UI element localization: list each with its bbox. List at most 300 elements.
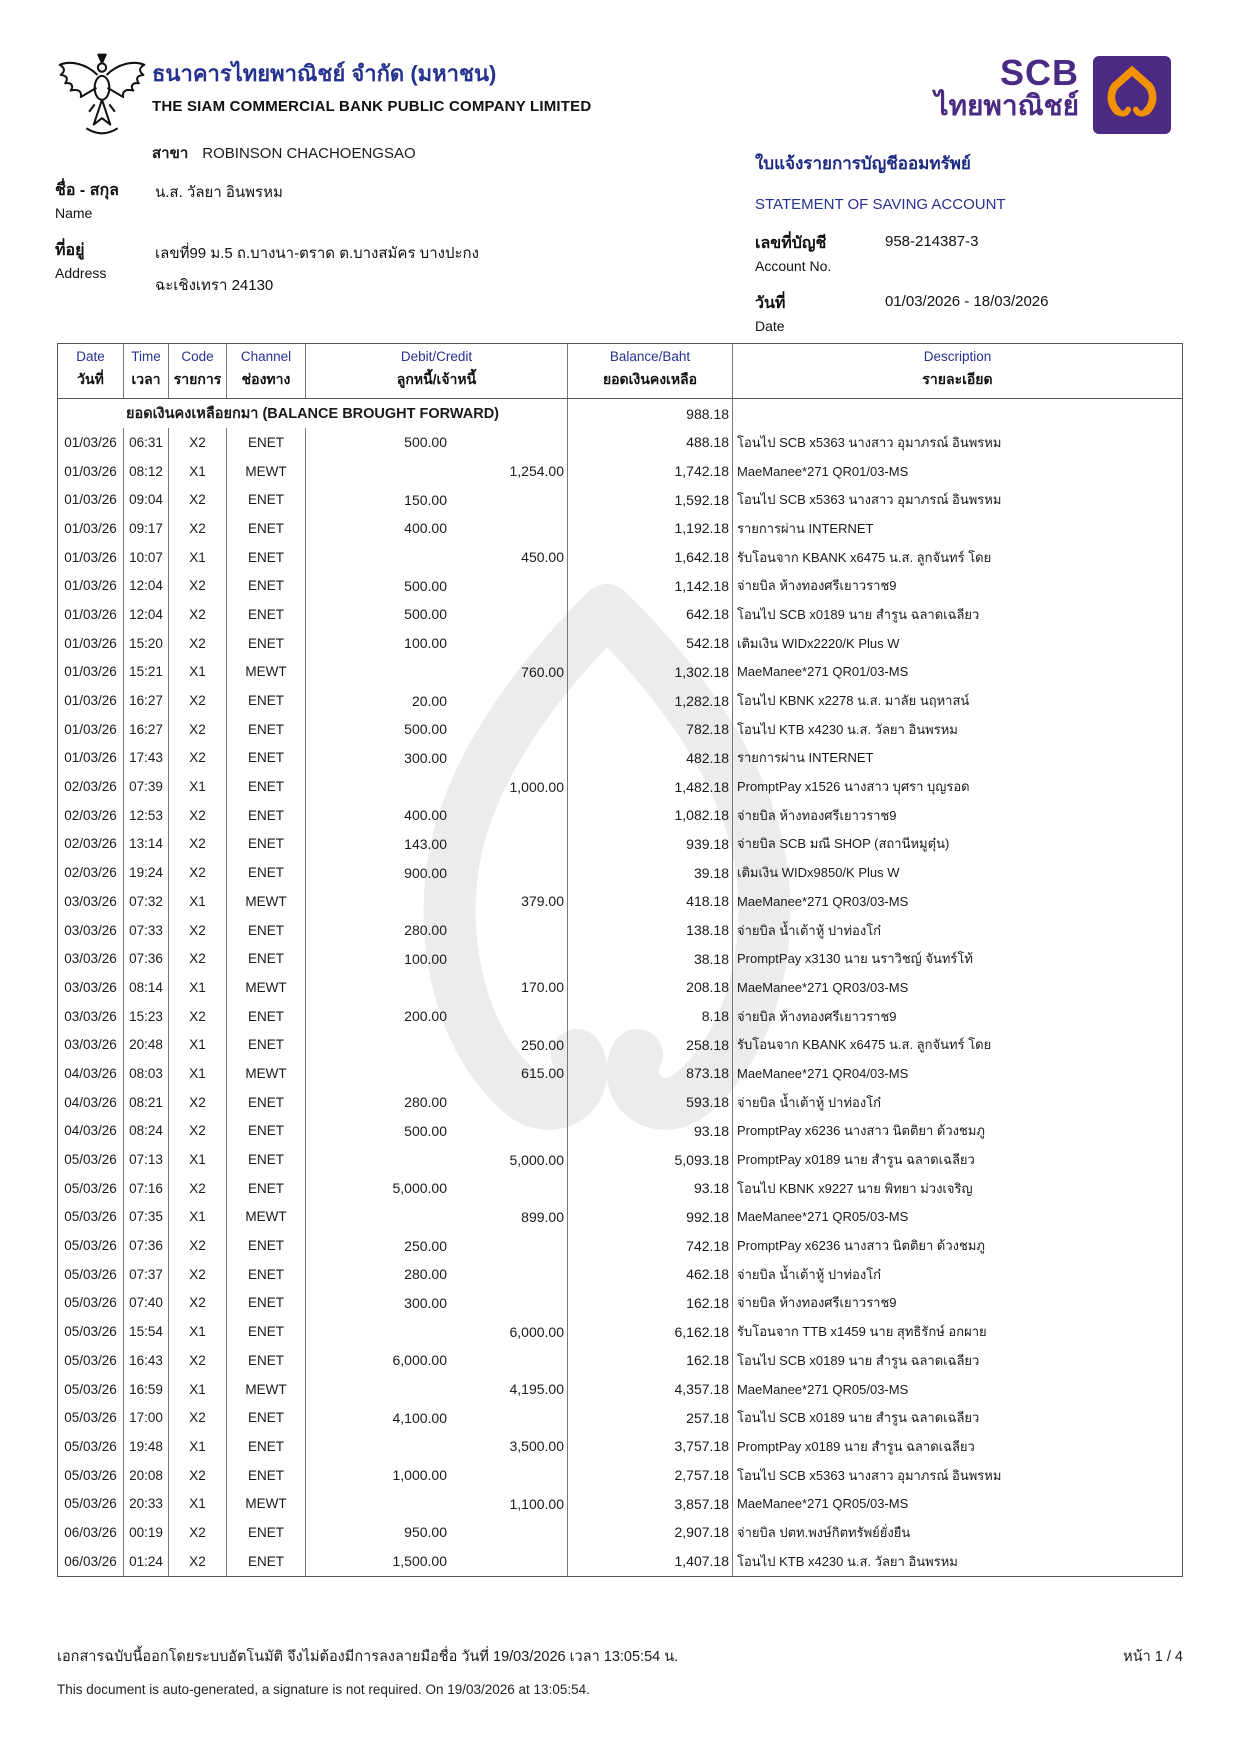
cell-time: 16:27 xyxy=(124,686,169,715)
cell-debit-credit xyxy=(306,944,568,973)
cell-time: 07:40 xyxy=(124,1289,169,1318)
scb-logo-text xyxy=(934,52,1079,121)
cell-channel: ENET xyxy=(227,1002,306,1031)
cell-channel: ENET xyxy=(227,1117,306,1146)
credit-amount: 615.00 xyxy=(521,1065,564,1082)
branch-label: สาขา xyxy=(152,145,189,162)
cell-time: 08:12 xyxy=(124,457,169,486)
cell-description: MaeManee*271 QR03/03-MS xyxy=(737,979,909,995)
debit-amount: 500.00 xyxy=(404,577,447,594)
cell-description: PromptPay x1526 นางสาว บุศรา บุญรอด xyxy=(737,779,970,795)
cell-code: X2 xyxy=(169,428,227,457)
debit-amount: 143.00 xyxy=(404,835,447,852)
branch-line xyxy=(152,141,416,165)
cell-balance: 939.18 xyxy=(568,830,733,859)
credit-amount: 4,195.00 xyxy=(509,1381,564,1398)
cell-debit-credit xyxy=(306,1260,568,1289)
statement-date-range: 01/03/2026 - 18/03/2026 xyxy=(885,293,1049,310)
debit-amount: 1,000.00 xyxy=(392,1467,447,1484)
cell-code: X1 xyxy=(169,1489,227,1518)
cell-channel: ENET xyxy=(227,571,306,600)
credit-amount: 6,000.00 xyxy=(509,1323,564,1340)
cell-debit-credit xyxy=(306,801,568,830)
cell-date: 05/03/26 xyxy=(58,1203,124,1232)
table-row xyxy=(58,916,1182,945)
table-row xyxy=(58,1489,1182,1518)
credit-amount: 760.00 xyxy=(521,663,564,680)
debit-amount: 400.00 xyxy=(404,520,447,537)
cell-balance: 642.18 xyxy=(568,600,733,629)
cell-balance: 1,302.18 xyxy=(568,658,733,687)
debit-amount: 500.00 xyxy=(404,606,447,623)
credit-amount: 250.00 xyxy=(521,1036,564,1053)
cell-channel: ENET xyxy=(227,600,306,629)
cell-debit-credit xyxy=(306,916,568,945)
branch-name: ROBINSON CHACHOENGSAO xyxy=(202,145,416,162)
cell-date: 02/03/26 xyxy=(58,801,124,830)
table-row xyxy=(58,973,1182,1002)
table-row xyxy=(58,715,1182,744)
cell-date: 05/03/26 xyxy=(58,1317,124,1346)
cell-code: X2 xyxy=(169,1461,227,1490)
header-debit-credit: Debit/Credit ลูกหนี้/เจ้าหนี้ xyxy=(306,344,568,398)
cell-description: จ่ายบิล ห้างทองศรีเยาวราช9 xyxy=(737,578,897,594)
cell-debit-credit xyxy=(306,1145,568,1174)
cell-channel: ENET xyxy=(227,1260,306,1289)
cell-time: 07:33 xyxy=(124,916,169,945)
cell-time: 07:16 xyxy=(124,1174,169,1203)
statement-table xyxy=(57,343,1183,1577)
cell-description: MaeManee*271 QR05/03-MS xyxy=(737,1496,909,1512)
cell-debit-credit xyxy=(306,1346,568,1375)
cell-date: 05/03/26 xyxy=(58,1145,124,1174)
cell-channel: ENET xyxy=(227,1088,306,1117)
cell-time: 20:48 xyxy=(124,1030,169,1059)
cell-date: 05/03/26 xyxy=(58,1375,124,1404)
cell-time: 20:33 xyxy=(124,1489,169,1518)
table-row xyxy=(58,1059,1182,1088)
cell-debit-credit xyxy=(306,1461,568,1490)
cell-balance: 138.18 xyxy=(568,916,733,945)
cell-code: X2 xyxy=(169,944,227,973)
cell-code: X2 xyxy=(169,686,227,715)
cell-balance: 1,482.18 xyxy=(568,772,733,801)
cell-channel: ENET xyxy=(227,858,306,887)
header-channel: Channel ช่องทาง xyxy=(227,344,306,398)
cell-channel: ENET xyxy=(227,514,306,543)
cell-debit-credit xyxy=(306,658,568,687)
cell-description: โอนไป KTB x4230 น.ส. วัลยา อินพรหม xyxy=(737,1553,958,1569)
cell-code: X1 xyxy=(169,1432,227,1461)
table-row xyxy=(58,1317,1182,1346)
cell-time: 06:31 xyxy=(124,428,169,457)
scb-logo-icon xyxy=(1093,56,1171,134)
cell-date: 01/03/26 xyxy=(58,715,124,744)
debit-amount: 280.00 xyxy=(404,1094,447,1111)
credit-amount: 899.00 xyxy=(521,1208,564,1225)
cell-description: จ่ายบิล SCB มณี SHOP (สถานีหมูตุ๋น) xyxy=(737,836,950,852)
cell-code: X2 xyxy=(169,1260,227,1289)
cell-description: เติมเงิน WIDx2220/K Plus W xyxy=(737,635,900,651)
cell-time: 17:00 xyxy=(124,1403,169,1432)
cell-code: X1 xyxy=(169,1145,227,1174)
cell-date: 03/03/26 xyxy=(58,1002,124,1031)
cell-time: 16:59 xyxy=(124,1375,169,1404)
debit-amount: 100.00 xyxy=(404,635,447,652)
cell-time: 19:24 xyxy=(124,858,169,887)
cell-code: X2 xyxy=(169,1088,227,1117)
cell-balance: 1,282.18 xyxy=(568,686,733,715)
cell-time: 12:04 xyxy=(124,600,169,629)
cell-debit-credit xyxy=(306,1030,568,1059)
debit-amount: 200.00 xyxy=(404,1008,447,1025)
cell-description: โอนไป SCB x5363 นางสาว อุมาภรณ์ อินพรหม xyxy=(737,434,1002,450)
cell-channel: MEWT xyxy=(227,973,306,1002)
cell-channel: ENET xyxy=(227,1174,306,1203)
cell-date: 05/03/26 xyxy=(58,1260,124,1289)
cell-debit-credit xyxy=(306,973,568,1002)
cell-channel: ENET xyxy=(227,744,306,773)
cell-time: 07:36 xyxy=(124,944,169,973)
statement-title-thai: ใบแจ้งรายการบัญชีออมทรัพย์ xyxy=(755,154,971,173)
cell-date: 01/03/26 xyxy=(58,543,124,572)
table-row xyxy=(58,600,1182,629)
cell-channel: ENET xyxy=(227,916,306,945)
header-description: Description รายละเอียด xyxy=(922,349,993,387)
cell-date: 04/03/26 xyxy=(58,1088,124,1117)
cell-balance: 6,162.18 xyxy=(568,1317,733,1346)
cell-description: รับโอนจาก KBANK x6475 น.ส. ลูกจันทร์ โดย xyxy=(737,549,992,565)
table-row xyxy=(58,1203,1182,1232)
cell-channel: ENET xyxy=(227,944,306,973)
table-row xyxy=(58,1260,1182,1289)
debit-amount: 300.00 xyxy=(404,749,447,766)
debit-amount: 250.00 xyxy=(404,1237,447,1254)
table-row xyxy=(58,1231,1182,1260)
address-label-thai: ที่อยู่ xyxy=(55,242,85,259)
table-row xyxy=(58,658,1182,687)
date-label-thai: วันที่ xyxy=(755,295,786,312)
cell-code: X1 xyxy=(169,1375,227,1404)
cell-description: MaeManee*271 QR01/03-MS xyxy=(737,664,909,680)
cell-channel: ENET xyxy=(227,1030,306,1059)
cell-channel: ENET xyxy=(227,629,306,658)
statement-title-english: STATEMENT OF SAVING ACCOUNT xyxy=(755,196,1006,213)
cell-code: X1 xyxy=(169,1317,227,1346)
cell-date: 06/03/26 xyxy=(58,1547,124,1576)
header-date: Date วันที่ xyxy=(58,344,124,398)
cell-channel: ENET xyxy=(227,1289,306,1318)
cell-code: X2 xyxy=(169,485,227,514)
debit-amount: 20.00 xyxy=(411,692,447,709)
cell-code: X2 xyxy=(169,1403,227,1432)
cell-code: X2 xyxy=(169,1518,227,1547)
cell-debit-credit xyxy=(306,686,568,715)
credit-amount: 1,100.00 xyxy=(509,1495,564,1512)
cell-description: จ่ายบิล น้ำเต้าหู้ ปาท่องโก๋ xyxy=(737,1266,882,1282)
cell-debit-credit xyxy=(306,1403,568,1432)
cell-code: X1 xyxy=(169,1203,227,1232)
table-row xyxy=(58,1432,1182,1461)
cell-time: 07:36 xyxy=(124,1231,169,1260)
cell-balance: 2,907.18 xyxy=(568,1518,733,1547)
debit-amount: 500.00 xyxy=(404,434,447,451)
cell-code: X1 xyxy=(169,887,227,916)
address-line-2: ฉะเชิงเทรา 24130 xyxy=(155,277,274,294)
address-line-1: เลขที่99 ม.5 ถ.บางนา-ตราด ต.บางสมัคร บางปะกง xyxy=(155,245,479,262)
page-number: หน้า 1 / 4 xyxy=(1123,1649,1183,1665)
debit-amount: 400.00 xyxy=(404,807,447,824)
table-row xyxy=(58,543,1182,572)
cell-debit-credit xyxy=(306,715,568,744)
cell-balance: 782.18 xyxy=(568,715,733,744)
cell-channel: ENET xyxy=(227,772,306,801)
cell-date: 05/03/26 xyxy=(58,1489,124,1518)
debit-amount: 280.00 xyxy=(404,1266,447,1283)
cell-channel: MEWT xyxy=(227,1375,306,1404)
cell-description: PromptPay x0189 นาย สำรูน ฉลาดเฉลียว xyxy=(737,1152,975,1168)
cell-debit-credit xyxy=(306,543,568,572)
cell-code: X1 xyxy=(169,543,227,572)
cell-time: 10:07 xyxy=(124,543,169,572)
cell-time: 07:13 xyxy=(124,1145,169,1174)
cell-channel: ENET xyxy=(227,1461,306,1490)
cell-code: X2 xyxy=(169,1174,227,1203)
cell-time: 15:21 xyxy=(124,658,169,687)
credit-amount: 1,254.00 xyxy=(509,463,564,480)
cell-balance: 1,142.18 xyxy=(568,571,733,600)
cell-code: X2 xyxy=(169,1231,227,1260)
cell-debit-credit xyxy=(306,1231,568,1260)
bank-name-thai: ธนาคารไทยพาณิชย์ จำกัด (มหาชน) xyxy=(152,61,497,86)
cell-debit-credit xyxy=(306,1059,568,1088)
cell-balance: 162.18 xyxy=(568,1346,733,1375)
cell-date: 01/03/26 xyxy=(58,571,124,600)
table-row xyxy=(58,744,1182,773)
cell-balance: 1,642.18 xyxy=(568,543,733,572)
table-row xyxy=(58,1547,1182,1576)
cell-balance: 488.18 xyxy=(568,428,733,457)
table-body xyxy=(58,428,1182,1576)
header-code: Code รายการ xyxy=(169,344,227,398)
cell-time: 13:14 xyxy=(124,830,169,859)
address-label-english: Address xyxy=(55,265,107,281)
cell-time: 16:27 xyxy=(124,715,169,744)
cell-description: เติมเงิน WIDx9850/K Plus W xyxy=(737,865,900,881)
cell-description: PromptPay x6236 นางสาว นิตติยา ด้วงชมภู xyxy=(737,1123,985,1139)
table-row xyxy=(58,485,1182,514)
cell-channel: ENET xyxy=(227,1145,306,1174)
cell-balance: 1,592.18 xyxy=(568,485,733,514)
cell-time: 15:20 xyxy=(124,629,169,658)
cell-time: 15:23 xyxy=(124,1002,169,1031)
cell-time: 16:43 xyxy=(124,1346,169,1375)
cell-time: 08:24 xyxy=(124,1117,169,1146)
cell-balance: 1,407.18 xyxy=(568,1547,733,1576)
cell-channel: ENET xyxy=(227,1432,306,1461)
credit-amount: 450.00 xyxy=(521,549,564,566)
garuda-emblem-icon xyxy=(56,50,148,144)
cell-time: 19:48 xyxy=(124,1432,169,1461)
cell-balance: 38.18 xyxy=(568,944,733,973)
cell-description: โอนไป KBNK x2278 น.ส. มาลัย นฤหาสน์ xyxy=(737,693,970,709)
account-number: 958-214387-3 xyxy=(885,233,979,250)
cell-channel: MEWT xyxy=(227,457,306,486)
cell-balance: 258.18 xyxy=(568,1030,733,1059)
cell-description: โอนไป SCB x5363 นางสาว อุมาภรณ์ อินพรหม xyxy=(737,1467,1002,1483)
cell-debit-credit xyxy=(306,858,568,887)
cell-description: รับโอนจาก KBANK x6475 น.ส. ลูกจันทร์ โดย xyxy=(737,1037,992,1053)
cell-balance: 418.18 xyxy=(568,887,733,916)
cell-time: 12:04 xyxy=(124,571,169,600)
bbf-label: ยอดเงินคงเหลือยกมา (BALANCE BROUGHT FORWARD) xyxy=(58,399,568,428)
cell-balance: 1,742.18 xyxy=(568,457,733,486)
debit-amount: 500.00 xyxy=(404,1122,447,1139)
cell-date: 01/03/26 xyxy=(58,744,124,773)
debit-amount: 150.00 xyxy=(404,491,447,508)
cell-description: MaeManee*271 QR05/03-MS xyxy=(737,1209,909,1225)
cell-time: 12:53 xyxy=(124,801,169,830)
cell-balance: 593.18 xyxy=(568,1088,733,1117)
cell-code: X2 xyxy=(169,715,227,744)
cell-description: โอนไป KBNK x9227 นาย พิทยา ม่วงเจริญ xyxy=(737,1180,973,1196)
table-row xyxy=(58,1030,1182,1059)
cell-code: X2 xyxy=(169,744,227,773)
table-row xyxy=(58,1088,1182,1117)
cell-debit-credit xyxy=(306,1518,568,1547)
debit-amount: 5,000.00 xyxy=(392,1180,447,1197)
cell-channel: MEWT xyxy=(227,658,306,687)
cell-debit-credit xyxy=(306,1317,568,1346)
cell-description: PromptPay x3130 นาย นราวิชญ์ จันทร์โท้ xyxy=(737,951,973,967)
cell-date: 01/03/26 xyxy=(58,485,124,514)
cell-description: โอนไป SCB x0189 นาย สำรูน ฉลาดเฉลียว xyxy=(737,606,980,622)
table-row xyxy=(58,686,1182,715)
debit-amount: 900.00 xyxy=(404,864,447,881)
cell-description: จ่ายบิล ห้างทองศรีเยาวราช9 xyxy=(737,807,897,823)
cell-description: รายการผ่าน INTERNET xyxy=(737,750,874,766)
cell-description: โอนไป KTB x4230 น.ส. วัลยา อินพรหม xyxy=(737,721,958,737)
cell-debit-credit xyxy=(306,514,568,543)
cell-date: 05/03/26 xyxy=(58,1174,124,1203)
cell-description: โอนไป SCB x5363 นางสาว อุมาภรณ์ อินพรหม xyxy=(737,492,1002,508)
scb-wordmark: SCB xyxy=(999,52,1079,93)
cell-debit-credit xyxy=(306,1547,568,1576)
cell-code: X2 xyxy=(169,1289,227,1318)
account-label-english: Account No. xyxy=(755,258,832,274)
cell-channel: ENET xyxy=(227,715,306,744)
credit-amount: 379.00 xyxy=(521,893,564,910)
cell-code: X1 xyxy=(169,1030,227,1059)
table-row xyxy=(58,428,1182,457)
cell-description: MaeManee*271 QR03/03-MS xyxy=(737,893,909,909)
table-row xyxy=(58,1117,1182,1146)
cell-code: X2 xyxy=(169,600,227,629)
cell-date: 01/03/26 xyxy=(58,600,124,629)
table-header xyxy=(58,344,1182,399)
account-label-thai: เลขที่บัญชี xyxy=(755,235,827,252)
cell-code: X1 xyxy=(169,1059,227,1088)
cell-description: รับโอนจาก TTB x1459 นาย สุทธิรักษ์ อกผาย xyxy=(737,1324,987,1340)
cell-debit-credit xyxy=(306,428,568,457)
cell-channel: ENET xyxy=(227,1231,306,1260)
table-row xyxy=(58,571,1182,600)
cell-date: 02/03/26 xyxy=(58,830,124,859)
cell-time: 07:32 xyxy=(124,887,169,916)
cell-balance: 992.18 xyxy=(568,1203,733,1232)
cell-balance: 873.18 xyxy=(568,1059,733,1088)
cell-debit-credit xyxy=(306,1203,568,1232)
table-row xyxy=(58,1145,1182,1174)
cell-channel: MEWT xyxy=(227,887,306,916)
credit-amount: 5,000.00 xyxy=(509,1151,564,1168)
cell-time: 07:37 xyxy=(124,1260,169,1289)
bbf-balance: 988.18 xyxy=(568,399,733,428)
cell-time: 15:54 xyxy=(124,1317,169,1346)
table-row xyxy=(58,887,1182,916)
cell-balance: 5,093.18 xyxy=(568,1145,733,1174)
cell-date: 05/03/26 xyxy=(58,1432,124,1461)
cell-date: 01/03/26 xyxy=(58,629,124,658)
cell-description: จ่ายบิล น้ำเต้าหู้ ปาท่องโก๋ xyxy=(737,1094,882,1110)
cell-code: X2 xyxy=(169,830,227,859)
cell-code: X2 xyxy=(169,1547,227,1576)
cell-date: 03/03/26 xyxy=(58,887,124,916)
cell-balance: 2,757.18 xyxy=(568,1461,733,1490)
cell-code: X2 xyxy=(169,916,227,945)
cell-code: X1 xyxy=(169,658,227,687)
cell-channel: ENET xyxy=(227,1403,306,1432)
balance-brought-forward-row xyxy=(58,399,1182,428)
cell-code: X2 xyxy=(169,514,227,543)
cell-balance: 39.18 xyxy=(568,858,733,887)
cell-balance: 3,757.18 xyxy=(568,1432,733,1461)
debit-amount: 6,000.00 xyxy=(392,1352,447,1369)
cell-description: โอนไป SCB x0189 นาย สำรูน ฉลาดเฉลียว xyxy=(737,1352,980,1368)
table-row xyxy=(58,1461,1182,1490)
scb-wordmark-thai: ไทยพาณิชย์ xyxy=(934,89,1079,121)
cell-debit-credit xyxy=(306,1088,568,1117)
cell-debit-credit xyxy=(306,629,568,658)
cell-time: 09:17 xyxy=(124,514,169,543)
cell-debit-credit xyxy=(306,571,568,600)
cell-balance: 1,082.18 xyxy=(568,801,733,830)
debit-amount: 280.00 xyxy=(404,922,447,939)
debit-amount: 950.00 xyxy=(404,1524,447,1541)
cell-description: จ่ายบิล ห้างทองศรีเยาวราช9 xyxy=(737,1295,897,1311)
cell-balance: 482.18 xyxy=(568,744,733,773)
cell-time: 08:21 xyxy=(124,1088,169,1117)
debit-amount: 1,500.00 xyxy=(392,1553,447,1570)
table-row xyxy=(58,1518,1182,1547)
cell-description: MaeManee*271 QR04/03-MS xyxy=(737,1065,909,1081)
cell-debit-credit xyxy=(306,1432,568,1461)
name-label-english: Name xyxy=(55,205,93,221)
cell-date: 01/03/26 xyxy=(58,658,124,687)
cell-time: 01:24 xyxy=(124,1547,169,1576)
table-row xyxy=(58,1002,1182,1031)
cell-channel: MEWT xyxy=(227,1059,306,1088)
name-label-thai: ชื่อ - สกุล xyxy=(55,182,119,199)
cell-description: จ่ายบิล ห้างทองศรีเยาวราช9 xyxy=(737,1008,897,1024)
cell-channel: ENET xyxy=(227,830,306,859)
cell-debit-credit xyxy=(306,1489,568,1518)
cell-time: 20:08 xyxy=(124,1461,169,1490)
cell-channel: ENET xyxy=(227,1346,306,1375)
cell-date: 02/03/26 xyxy=(58,858,124,887)
cell-time: 08:03 xyxy=(124,1059,169,1088)
cell-balance: 93.18 xyxy=(568,1174,733,1203)
